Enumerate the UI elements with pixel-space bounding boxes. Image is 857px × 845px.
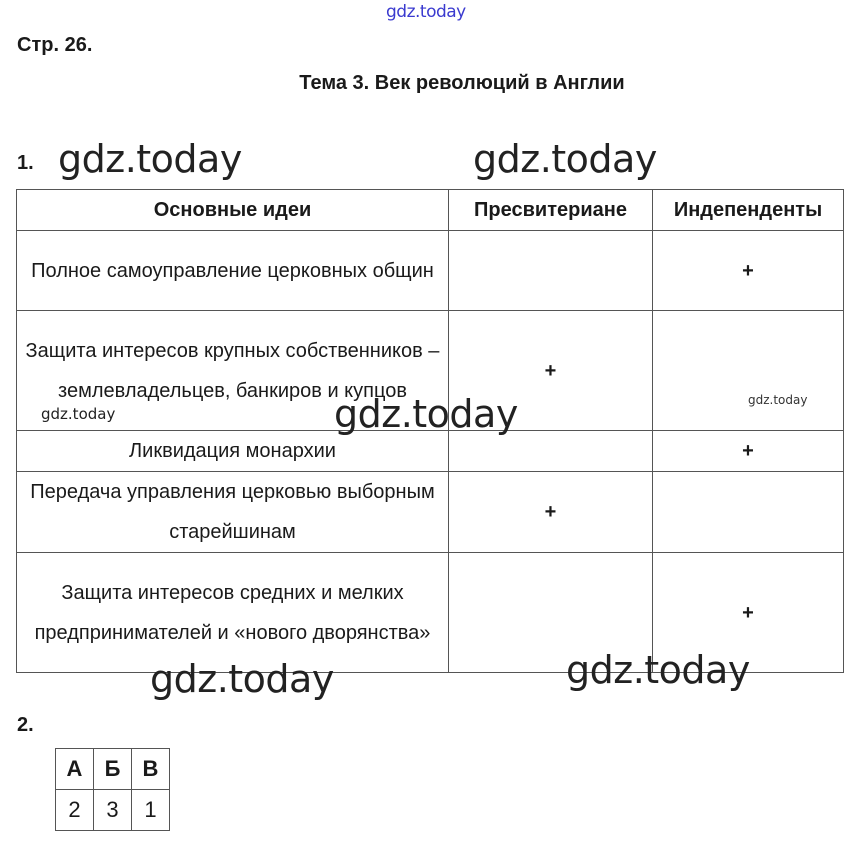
presbyterians-cell bbox=[449, 431, 653, 472]
answer-header-row bbox=[56, 749, 170, 790]
header-ideas: Основные идеи bbox=[17, 190, 449, 231]
independents-cell bbox=[653, 311, 844, 431]
task-1-number: 1. bbox=[17, 152, 34, 174]
answer-header-b: Б bbox=[94, 749, 132, 790]
topic-title: Тема 3. Век революций в Англии bbox=[299, 72, 625, 94]
watermark-top: gdz.today bbox=[386, 2, 466, 22]
idea-cell: Защита интересов крупных собственников – землевладельцев, банкиров и купцов bbox=[17, 311, 449, 431]
answer-values-row bbox=[56, 790, 170, 831]
answer-value: 3 bbox=[94, 790, 132, 831]
task-2-number: 2. bbox=[17, 714, 34, 736]
presbyterians-cell: + bbox=[449, 311, 653, 431]
answer-header-a: А bbox=[56, 749, 94, 790]
page-number: Стр. 26. bbox=[17, 34, 93, 56]
header-presbyterians: Пресвитериане bbox=[449, 190, 653, 231]
idea-cell: Ликвидация монархии bbox=[17, 431, 449, 472]
presbyterians-cell: + bbox=[449, 472, 653, 553]
table-row bbox=[17, 472, 844, 553]
independents-cell: + bbox=[653, 431, 844, 472]
answer-table bbox=[55, 748, 170, 831]
idea-cell: Полное самоуправление церковных общин bbox=[17, 231, 449, 311]
independents-cell: + bbox=[653, 231, 844, 311]
independents-cell: + bbox=[653, 553, 844, 673]
watermark: gdz.today bbox=[473, 137, 657, 181]
idea-cell: Защита интересов средних и мелких предпринимателей и «нового дворянства» bbox=[17, 553, 449, 673]
presbyterians-cell bbox=[449, 231, 653, 311]
watermark: gdz.today bbox=[41, 405, 116, 423]
watermark: gdz.today bbox=[566, 648, 750, 692]
answer-header-v: В bbox=[132, 749, 170, 790]
table-row bbox=[17, 431, 844, 472]
answer-value: 2 bbox=[56, 790, 94, 831]
watermark: gdz.today bbox=[58, 137, 242, 181]
answer-value: 1 bbox=[132, 790, 170, 831]
idea-cell: Передача управления церковью выборным старейшинам bbox=[17, 472, 449, 553]
watermark: gdz.today bbox=[748, 393, 808, 407]
header-independents: Индепенденты bbox=[653, 190, 844, 231]
watermark: gdz.today bbox=[334, 392, 518, 436]
independents-cell bbox=[653, 472, 844, 553]
table-header-row bbox=[17, 190, 844, 231]
watermark: gdz.today bbox=[150, 657, 334, 701]
table-row bbox=[17, 231, 844, 311]
